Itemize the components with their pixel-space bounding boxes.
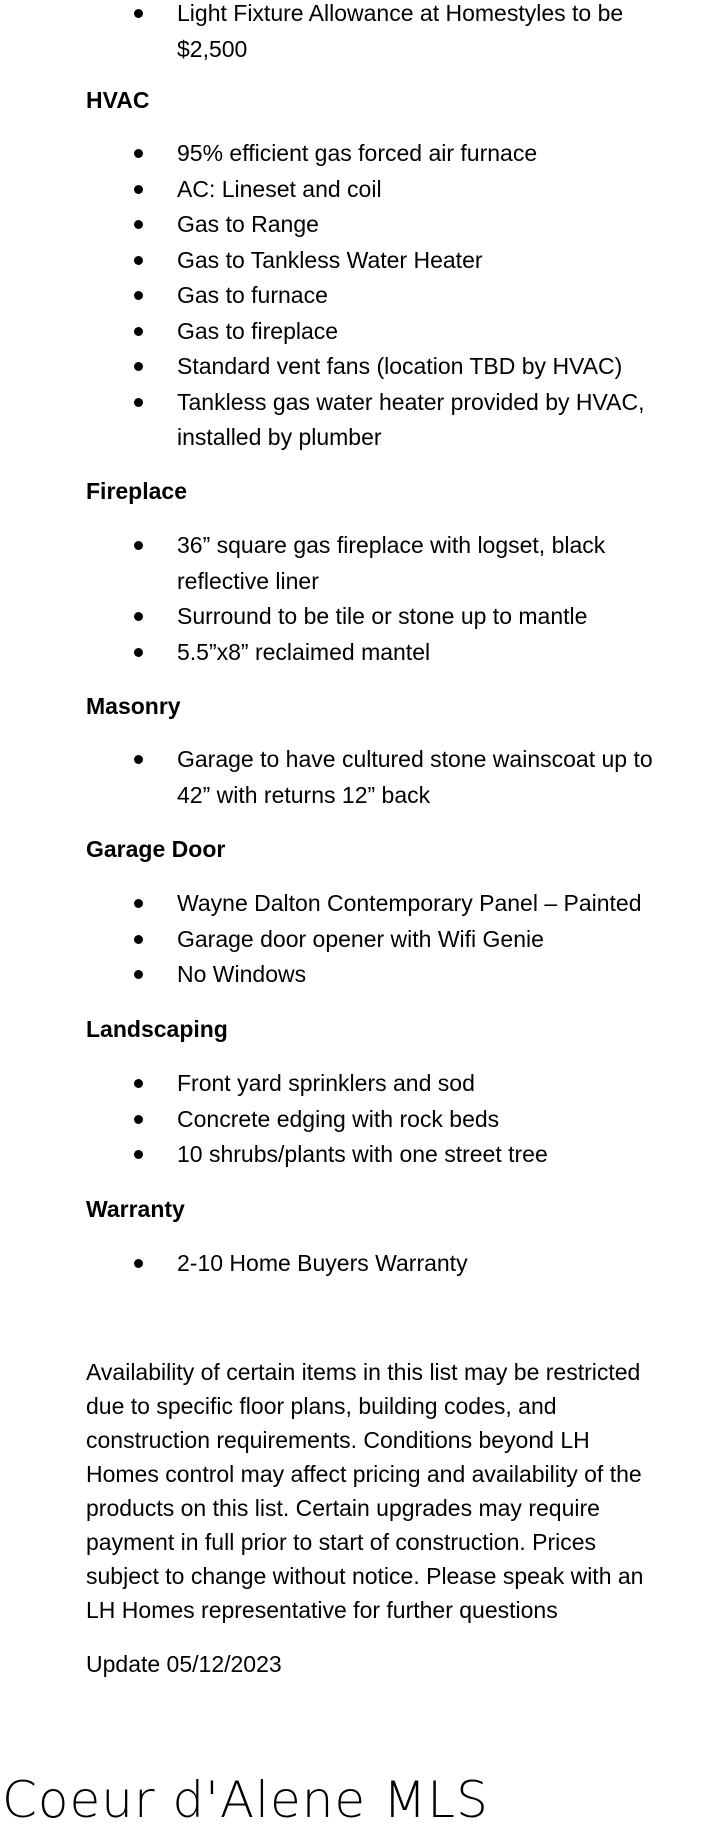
list-item <box>0 349 710 385</box>
disclaimer-line: subject to change without notice. Please speak with an <box>86 1563 644 1589</box>
list-item-text: Gas to Range <box>177 211 319 237</box>
list-item <box>0 957 710 993</box>
disclaimer-line: Homes control may affect pricing and availability of the <box>86 1461 642 1487</box>
bullet-icon <box>134 1259 143 1268</box>
list-item-text: 95% efficient gas forced air furnace <box>177 140 538 166</box>
disclaimer-paragraph <box>86 1355 710 1627</box>
bullet-icon <box>134 220 143 229</box>
bullet-icon <box>134 755 143 764</box>
disclaimer-line: construction requirements. Conditions beyond LH <box>86 1427 590 1453</box>
list-item <box>0 886 710 922</box>
fireplace-bullet-list <box>0 528 710 670</box>
bullet-icon <box>134 185 143 194</box>
list-item <box>0 385 710 456</box>
section-heading-fireplace: Fireplace <box>86 478 187 504</box>
list-item <box>0 243 710 279</box>
list-item-text: Gas to Tankless Water Heater <box>177 246 483 273</box>
disclaimer-line: LH Homes representative for further questions <box>86 1597 558 1623</box>
list-item <box>0 528 710 599</box>
bullet-icon <box>134 612 143 621</box>
bullet-icon <box>134 398 143 407</box>
list-item-text: 10 shrubs/plants with one street tree <box>177 1141 548 1167</box>
list-item <box>0 1137 710 1173</box>
section-heading-hvac: HVAC <box>86 87 150 113</box>
list-item-text: Garage door opener with Wifi Genie <box>177 925 544 952</box>
list-item <box>0 207 710 243</box>
hvac-bullet-list <box>0 136 710 456</box>
update-date: Update 05/12/2023 <box>86 1651 282 1677</box>
list-item <box>0 0 710 67</box>
list-item-text: AC: Lineset and coil <box>177 175 382 202</box>
list-item-text: reflective liner <box>177 567 319 594</box>
list-item-text: Front yard sprinklers and sod <box>177 1070 475 1096</box>
section-heading-landscaping: Landscaping <box>86 1016 228 1042</box>
top-bullet-list <box>0 0 710 67</box>
bullet-icon <box>134 648 143 657</box>
disclaimer-line: products on this list. Certain upgrades may require <box>86 1495 600 1521</box>
bullet-icon <box>134 327 143 336</box>
list-item-text: 36” square gas fireplace with logset, black <box>177 532 606 558</box>
bullet-icon <box>134 1079 143 1088</box>
list-item-text: Concrete edging with rock beds <box>177 1105 500 1132</box>
list-item-text: Standard vent fans (location TBD by HVAC) <box>177 353 623 379</box>
list-item <box>0 314 710 350</box>
list-item-text: 2-10 Home Buyers Warranty <box>177 1250 468 1276</box>
list-item-text: installed by plumber <box>177 424 382 450</box>
disclaimer-line: Availability of certain items in this list may be restricted <box>86 1359 641 1385</box>
list-item <box>0 599 710 635</box>
list-item-text: $2,500 <box>177 35 248 62</box>
bullet-icon <box>134 970 143 979</box>
list-item-text: Gas to fireplace <box>177 317 339 344</box>
bullet-icon <box>134 291 143 300</box>
list-item <box>0 922 710 958</box>
section-heading-masonry: Masonry <box>86 693 181 719</box>
bullet-icon <box>134 149 143 158</box>
bullet-icon <box>134 362 143 371</box>
section-heading-warranty: Warranty <box>86 1196 185 1222</box>
disclaimer-line: due to specific floor plans, building codes, and <box>86 1393 557 1419</box>
landscaping-bullet-list <box>0 1066 710 1173</box>
bullet-icon <box>134 541 143 550</box>
list-item <box>0 1066 710 1102</box>
bullet-icon <box>134 256 143 265</box>
list-item <box>0 172 710 208</box>
bullet-icon <box>134 1115 143 1124</box>
disclaimer-line: payment in full prior to start of construction. Prices <box>86 1529 597 1555</box>
list-item <box>0 278 710 314</box>
garage-door-bullet-list <box>0 886 710 993</box>
warranty-bullet-list <box>0 1246 710 1282</box>
list-item-text: No Windows <box>177 961 307 987</box>
list-item-text: Tankless gas water heater provided by HVAC, <box>177 388 645 415</box>
list-item-text: 42” with returns 12” back <box>177 781 431 808</box>
bullet-icon <box>134 9 143 18</box>
list-item <box>0 742 710 813</box>
bullet-icon <box>134 935 143 944</box>
bullet-icon <box>134 1150 143 1159</box>
list-item <box>0 1102 710 1138</box>
bullet-icon <box>134 899 143 908</box>
section-heading-garage-door: Garage Door <box>86 836 226 862</box>
list-item <box>0 1246 710 1282</box>
list-item <box>0 635 710 671</box>
list-item-text: Surround to be tile or stone up to mantle <box>177 603 588 629</box>
list-item-text: Garage to have cultured stone wainscoat up to <box>177 746 653 772</box>
list-item-text: Wayne Dalton Contemporary Panel – Painted <box>177 890 642 916</box>
watermark-logo: Coeur d'Alene MLS <box>2 1771 489 1829</box>
masonry-bullet-list <box>0 742 710 813</box>
list-item <box>0 136 710 172</box>
list-item-text: 5.5”x8” reclaimed mantel <box>177 638 431 665</box>
list-item-text: Light Fixture Allowance at Homestyles to be <box>177 0 624 26</box>
list-item-text: Gas to furnace <box>177 282 328 308</box>
